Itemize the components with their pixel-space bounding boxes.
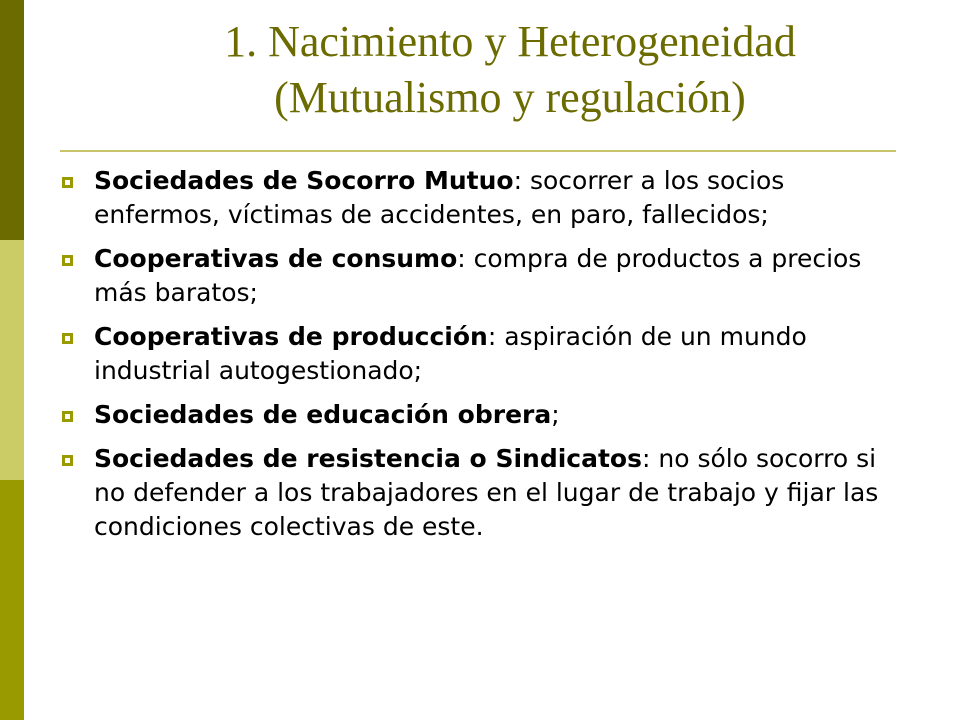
bullet-text: : socorrer a los socios enfermos, víctimas de accidentes, en paro, fallecidos; <box>94 166 785 229</box>
side-bar-bottom <box>0 480 24 720</box>
bullet-text: : aspiración de un mundo industrial autogestionado; <box>94 322 807 385</box>
bullet-term: Cooperativas de consumo <box>94 244 458 273</box>
square-bullet-icon <box>62 333 73 344</box>
square-bullet-icon <box>62 411 73 422</box>
square-bullet-icon <box>62 177 73 188</box>
bullet-term: Sociedades de Socorro Mutuo <box>94 166 514 195</box>
bullet-term: Sociedades de educación obrera <box>94 400 552 429</box>
bullet-list <box>58 164 908 554</box>
bullet-term: Sociedades de resistencia o Sindicatos <box>94 444 642 473</box>
bullet-item <box>58 442 908 544</box>
bullet-item <box>58 164 908 232</box>
slide-title <box>60 14 960 126</box>
side-bar-middle <box>0 240 24 480</box>
bullet-item <box>58 320 908 388</box>
slide-title-line-2: (Mutualismo y regulación) <box>274 73 746 122</box>
bullet-text: : no sólo socorro si no defender a los trabajadores en el lugar de trabajo y fijar las condiciones colectivas de este. <box>94 444 879 541</box>
title-divider <box>60 150 896 152</box>
bullet-term: Cooperativas de producción <box>94 322 488 351</box>
bullet-item <box>58 398 908 432</box>
square-bullet-icon <box>62 455 73 466</box>
side-bar-top <box>0 0 24 240</box>
bullet-text: : compra de productos a precios más baratos; <box>94 244 862 307</box>
slide-title-line-1: 1. Nacimiento y Heterogeneidad <box>224 17 796 66</box>
square-bullet-icon <box>62 255 73 266</box>
bullet-text: ; <box>551 400 560 429</box>
bullet-item <box>58 242 908 310</box>
